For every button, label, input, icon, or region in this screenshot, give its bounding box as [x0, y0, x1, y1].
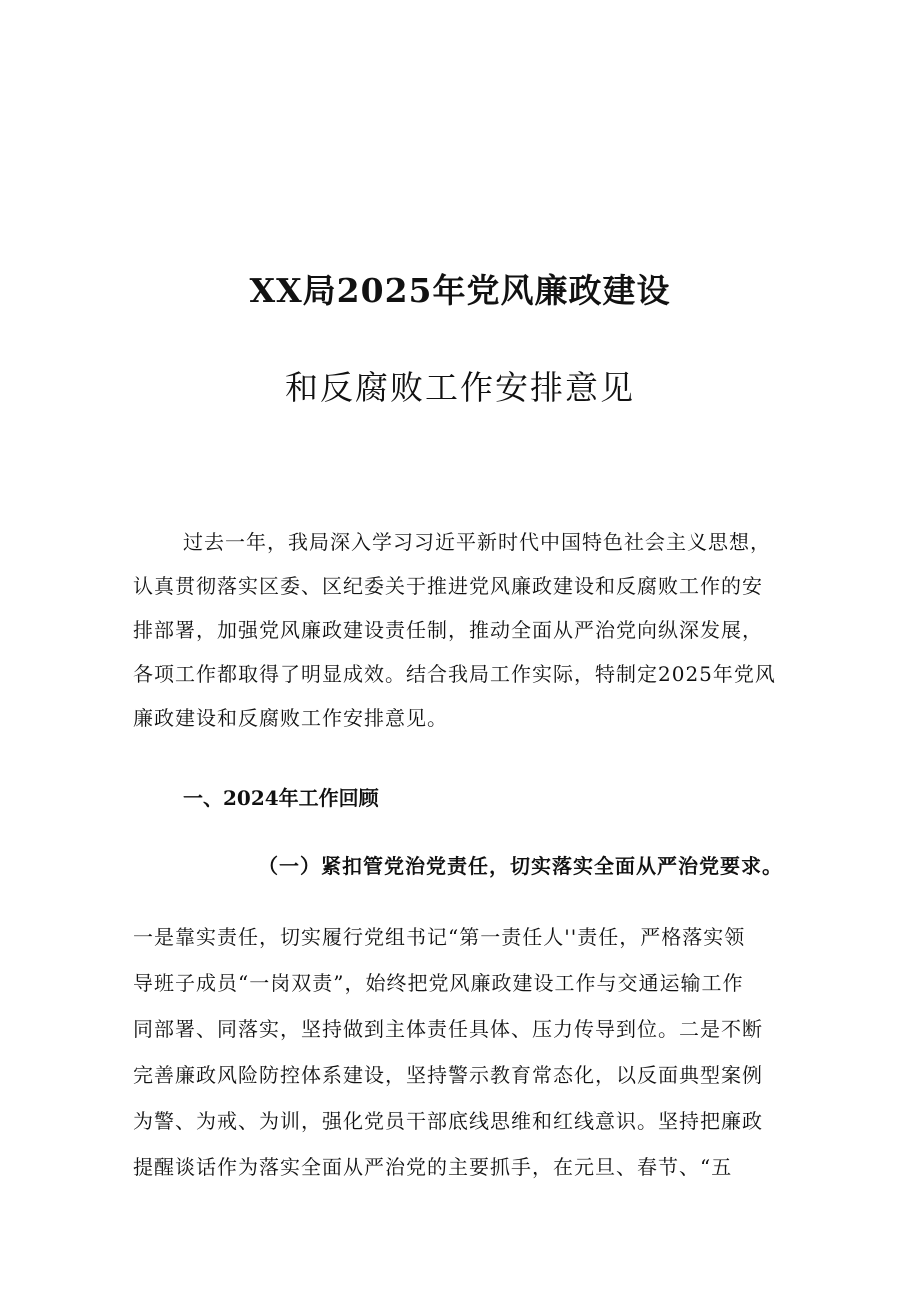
body-line: 完善廉政风险防控体系建设，坚持警示教育常态化，以反面典型案例	[133, 1063, 763, 1087]
document-title-line-2: 和反腐败工作安排意见	[285, 368, 635, 407]
subsection-heading: （一）紧扣管党治党责任，切实落实全面从严治党要求。	[258, 854, 783, 878]
body-line: 一是靠实责任，切实履行党组书记“第一责任人''责任，严格落实领	[133, 925, 746, 949]
intro-line: 各项工作都取得了明显成效。结合我局工作实际，特制定2025年党风	[133, 662, 776, 686]
section-heading: 一、2024年工作回顾	[183, 786, 379, 810]
intro-line: 过去一年，我局深入学习习近平新时代中国特色社会主义思想，	[183, 530, 771, 554]
body-line: 提醒谈话作为落实全面从严治党的主要抓手，在元旦、春节、“五	[133, 1155, 733, 1179]
body-paragraph	[133, 914, 793, 1190]
body-line: 同部署、同落实，坚持做到主体责任具体、压力传导到位。二是不断	[133, 1017, 763, 1041]
intro-line: 廉政建设和反腐败工作安排意见。	[133, 706, 448, 730]
intro-paragraph	[133, 520, 793, 740]
document-title-line-1: XX局2025年党风廉政建设	[249, 271, 671, 310]
body-line: 为警、为戒、为训，强化党员干部底线思维和红线意识。坚持把廉政	[133, 1109, 763, 1133]
body-line: 导班子成员“一岗双责”，始终把党风廉政建设工作与交通运输工作	[133, 971, 744, 995]
intro-line: 认真贯彻落实区委、区纪委关于推进党风廉政建设和反腐败工作的安	[133, 574, 763, 598]
intro-line: 排部署，加强党风廉政建设责任制，推动全面从严治党向纵深发展，	[133, 618, 763, 642]
